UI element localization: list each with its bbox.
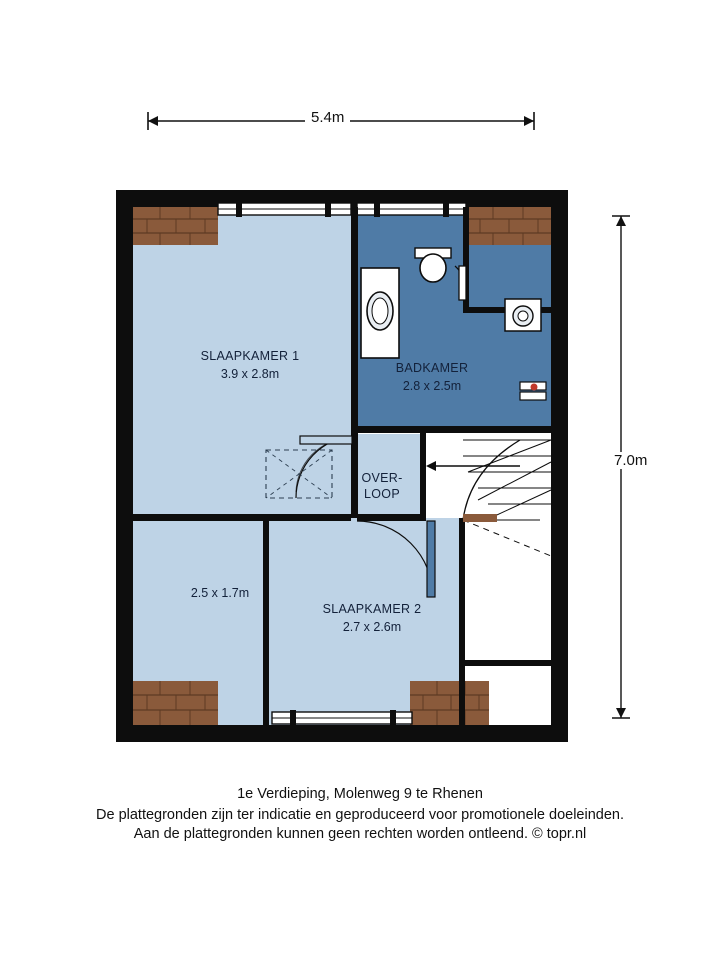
room-size-badkamer: 2.8 x 2.5m — [402, 379, 462, 394]
window-top-badkamer — [357, 201, 466, 217]
room-name-overloop-line2: LOOP — [364, 486, 400, 501]
wall-bottom-right-segment — [459, 660, 551, 666]
room-name-badkamer: BADKAMER — [395, 361, 469, 375]
room-overloop-fill — [357, 434, 423, 518]
bathroom-vanity — [361, 268, 399, 358]
window-top-slaapkamer1 — [218, 201, 351, 217]
roof-slope-bottom-left — [133, 681, 218, 725]
room-size-berging: 2.5 x 1.7m — [190, 586, 250, 600]
room-size-slaapkamer1: 3.9 x 2.8m — [220, 367, 280, 382]
caption-disclaimer-line1: De plattegronden zijn ter indicatie en geproduceerd voor promotionele doeleinden. — [96, 807, 624, 823]
roof-slope-top-right — [466, 207, 551, 245]
window-bottom-slaapkamer2 — [272, 710, 412, 726]
roof-slope-top-left — [133, 207, 218, 245]
dimension-top-label: 5.4m — [305, 109, 350, 126]
caption-title: 1e Verdieping, Molenweg 9 te Rhenen — [237, 786, 483, 802]
roof-slope-bottom-right — [410, 681, 489, 725]
room-name-slaapkamer1: SLAAPKAMER 1 — [200, 349, 300, 363]
caption-disclaimer-line2: Aan de plattegronden kunnen geen rechten worden ontleend. © topr.nl — [133, 826, 587, 842]
room-size-slaapkamer2: 2.7 x 2.6m — [342, 620, 402, 635]
appliance-unit — [505, 299, 541, 331]
room-name-overloop-line1: OVER- — [361, 471, 403, 485]
room-name-slaapkamer2: SLAAPKAMER 2 — [322, 602, 422, 616]
room-slaapkamer1-fill — [133, 207, 351, 518]
plan-caption — [0, 786, 720, 845]
dimension-right-label: 7.0m — [608, 452, 653, 469]
